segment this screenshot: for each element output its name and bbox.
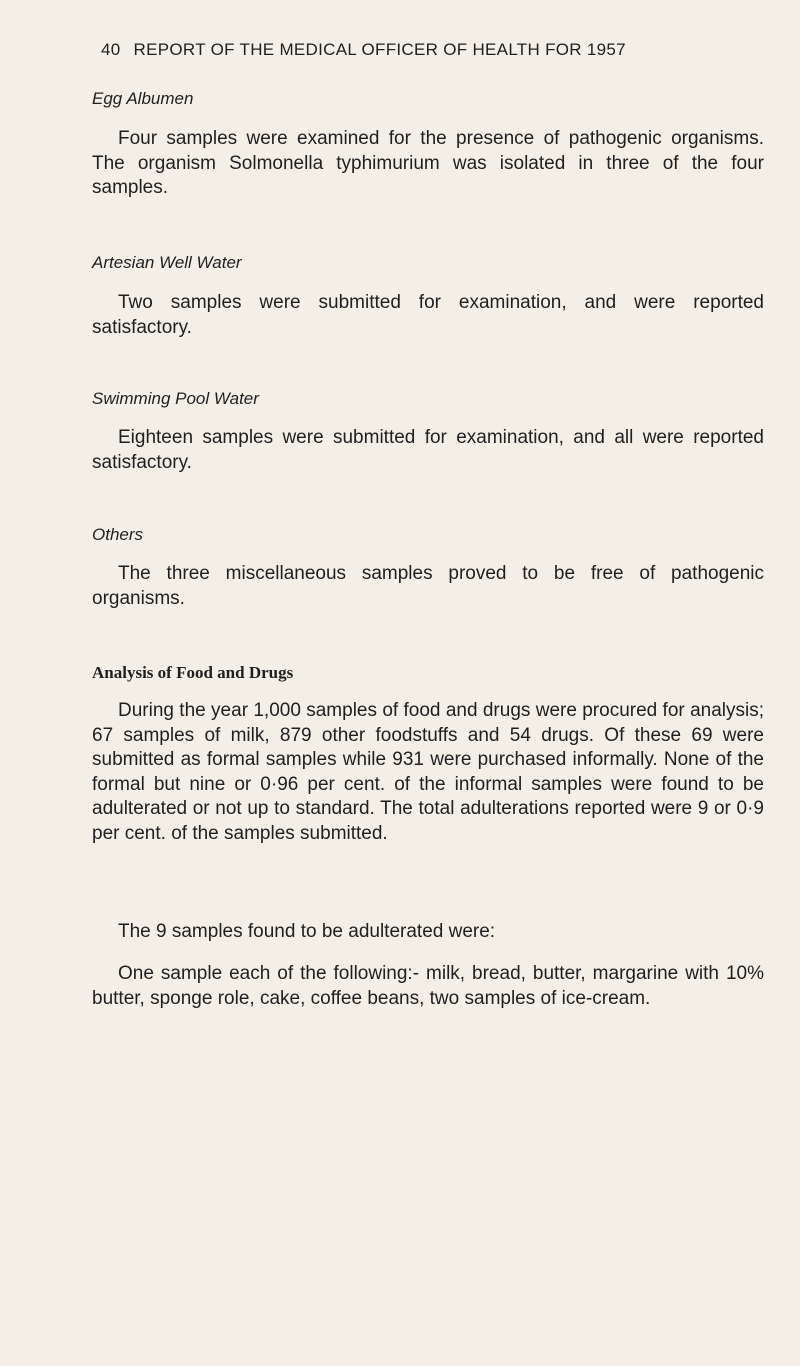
paragraph-artesian-well-water <box>92 291 764 340</box>
paragraph-text: The 9 samples found to be adulterated were: <box>118 921 496 942</box>
paragraph-analysis-summary <box>92 699 764 846</box>
paragraph-swimming-pool-water <box>92 426 764 475</box>
heading-analysis-of-food-and-drugs: Analysis of Food and Drugs <box>92 663 294 682</box>
heading-swimming-pool-water: Swimming Pool Water <box>92 389 259 408</box>
paragraph-adulterated-count <box>92 920 764 945</box>
heading-artesian-well-water: Artesian Well Water <box>92 253 242 272</box>
heading-egg-albumen: Egg Albumen <box>92 89 194 108</box>
paragraph-text: During the year 1,000 samples of food and drugs were procured for analysis; 67 samples of milk, 879 other foodstuffs and 54 drugs. Of these 69 were submitted as formal samples while 931 were purchased informally. None of the formal but nine or 0·96 per cent. of the informal samples were found to be adulterated or not up to standard. The total adulterations reported were 9 or 0·9 per cent. of the samples submitted. <box>92 700 764 844</box>
heading-others: Others <box>92 525 144 544</box>
report-title: REPORT OF THE MEDICAL OFFICER OF HEALTH FOR 1957 <box>133 40 626 59</box>
paragraph-text: Four samples were examined for the presence of pathogenic organisms. The organism Solmonella typhimurium was isolated in three of the four samples. <box>92 128 764 198</box>
paragraph-text: Two samples were submitted for examination, and were reported satisfactory. <box>92 292 764 338</box>
paragraph-text: The three miscellaneous samples proved to be free of pathogenic organisms. <box>92 563 764 609</box>
paragraph-adulterated-list <box>92 962 764 1011</box>
page-number: 40 <box>101 40 121 59</box>
paragraph-text: One sample each of the following:- milk, bread, butter, margarine with 10% butter, sponge role, cake, coffee beans, two samples of ice-cream. <box>92 963 764 1009</box>
paragraph-others <box>92 562 764 611</box>
paragraph-egg-albumen <box>92 127 764 201</box>
paragraph-text: Eighteen samples were submitted for examination, and all were reported satisfactory. <box>92 427 764 473</box>
running-header <box>101 40 741 60</box>
